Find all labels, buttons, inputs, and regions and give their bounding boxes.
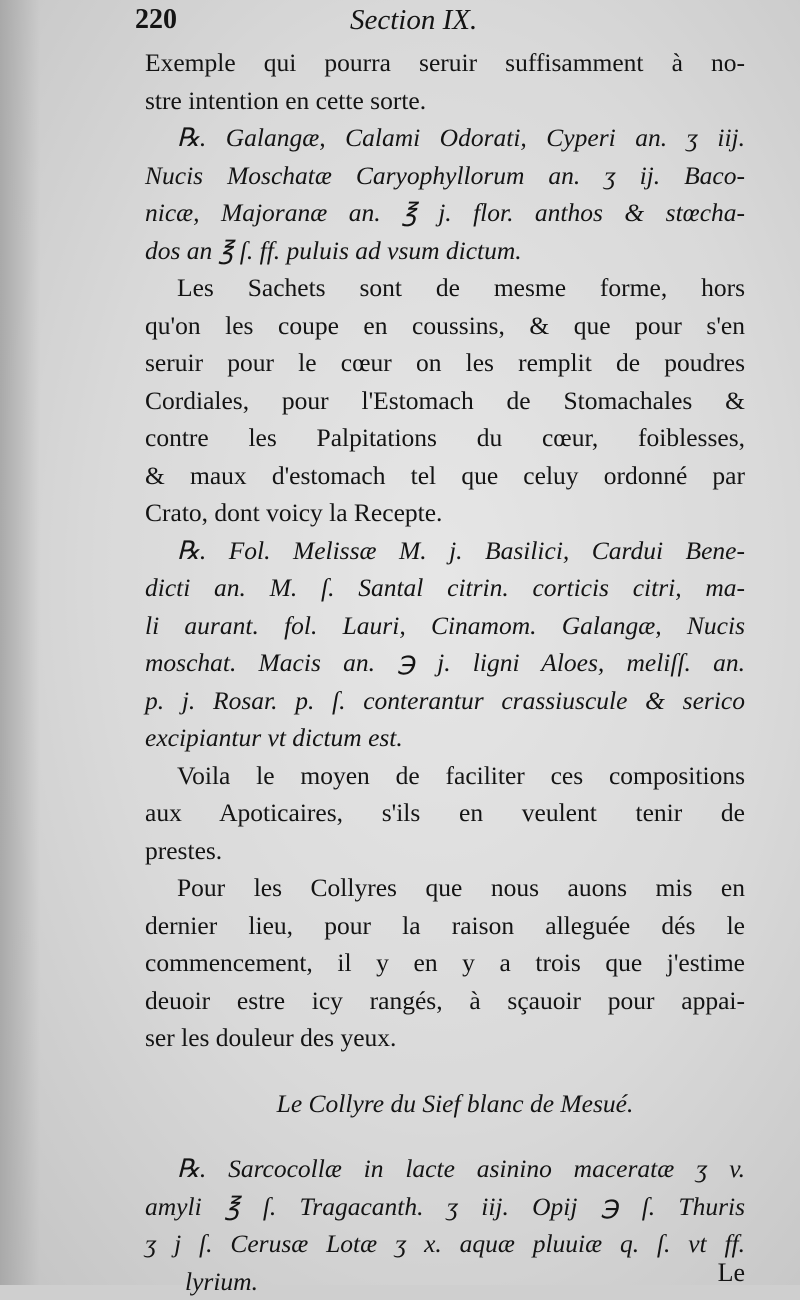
text-line: moschat. Macis an. ℈ j. ligni Aloes, meliſſ. an. — [145, 644, 745, 682]
text-line: Exemple qui pourra seruir suffisamment à no- — [145, 44, 745, 82]
text-line: deuoir estre icy rangés, à sçauoir pour appai- — [145, 982, 745, 1020]
text-line: aux Apoticaires, s'ils en veulent tenir de — [145, 794, 745, 832]
page-body — [145, 44, 745, 1288]
text-line: Voila le moyen de faciliter ces compositions — [145, 757, 745, 795]
text-line: seruir pour le cœur on les remplit de poudres — [145, 344, 745, 382]
text-line: contre les Palpitations du cœur, foiblesses, — [145, 419, 745, 457]
text-line: dernier lieu, pour la raison alleguée dés le — [145, 907, 745, 945]
text-line: ʒ j ſ. Cerusæ Lotæ ʒ x. aquæ pluuiæ q. ſ. vt ff. — [145, 1225, 745, 1263]
page-gutter-shadow — [0, 0, 40, 1285]
text-line: ser les douleur des yeux. — [145, 1019, 745, 1057]
text-line: commencement, il y en y a trois que j'estime — [145, 944, 745, 982]
paragraph-collyres — [145, 869, 745, 1057]
spacer — [145, 1122, 745, 1150]
recipe-crato — [145, 532, 745, 757]
running-head: Section IX. — [350, 4, 477, 37]
paragraph-example-intro — [145, 44, 745, 119]
text-line: Les Sachets sont de mesme forme, hors — [145, 269, 745, 307]
text-line: stre intention en cette sorte. — [145, 82, 745, 120]
text-line: nicæ, Majoranæ an. ℥ j. flor. anthos & stœcha- — [145, 194, 745, 232]
text-line: prestes. — [145, 832, 745, 870]
text-line: p. j. Rosar. p. ſ. conterantur crassiuscule & serico — [145, 682, 745, 720]
text-line: Crato, dont voicy la Recepte. — [145, 494, 745, 532]
text-line: li aurant. fol. Lauri, Cinamom. Galangæ, Nucis — [145, 607, 745, 645]
paragraph-sachets — [145, 269, 745, 532]
text-line: qu'on les coupe en coussins, & que pour s'en — [145, 307, 745, 345]
text-line: dicti an. M. ſ. Santal citrin. corticis citri, ma- — [145, 569, 745, 607]
text-line: Nucis Moschatæ Caryophyllorum an. ʒ ij. Baco- — [145, 157, 745, 195]
section-heading: Le Collyre du Sief blanc de Mesué. — [145, 1085, 745, 1123]
page-number: 220 — [135, 4, 177, 36]
text-line: ℞. Galangæ, Calami Odorati, Cyperi an. ʒ iij. — [145, 119, 745, 157]
text-line: dos an ℥ ſ. ff. puluis ad vsum dictum. — [145, 232, 745, 270]
text-line: Cordiales, pour l'Estomach de Stomachales & — [145, 382, 745, 420]
text-line: & maux d'estomach tel que celuy ordonné par — [145, 457, 745, 495]
paragraph-apoticaires — [145, 757, 745, 870]
text-line: amyli ℥ ſ. Tragacanth. ʒ iij. Opij ℈ ſ. Thuris — [145, 1188, 745, 1226]
catchword: Le — [145, 1258, 745, 1288]
text-line: excipiantur vt dictum est. — [145, 719, 745, 757]
text-line: ℞. Sarcocollæ in lacte asinino maceratæ ʒ v. — [145, 1150, 745, 1188]
text-line: ℞. Fol. Melissæ M. j. Basilici, Cardui Bene- — [145, 532, 745, 570]
text-line: Pour les Collyres que nous auons mis en — [145, 869, 745, 907]
recipe-powder — [145, 119, 745, 269]
spacer — [145, 1057, 745, 1085]
text-line: lyrium. — [145, 1263, 745, 1300]
page-header — [0, 4, 800, 44]
